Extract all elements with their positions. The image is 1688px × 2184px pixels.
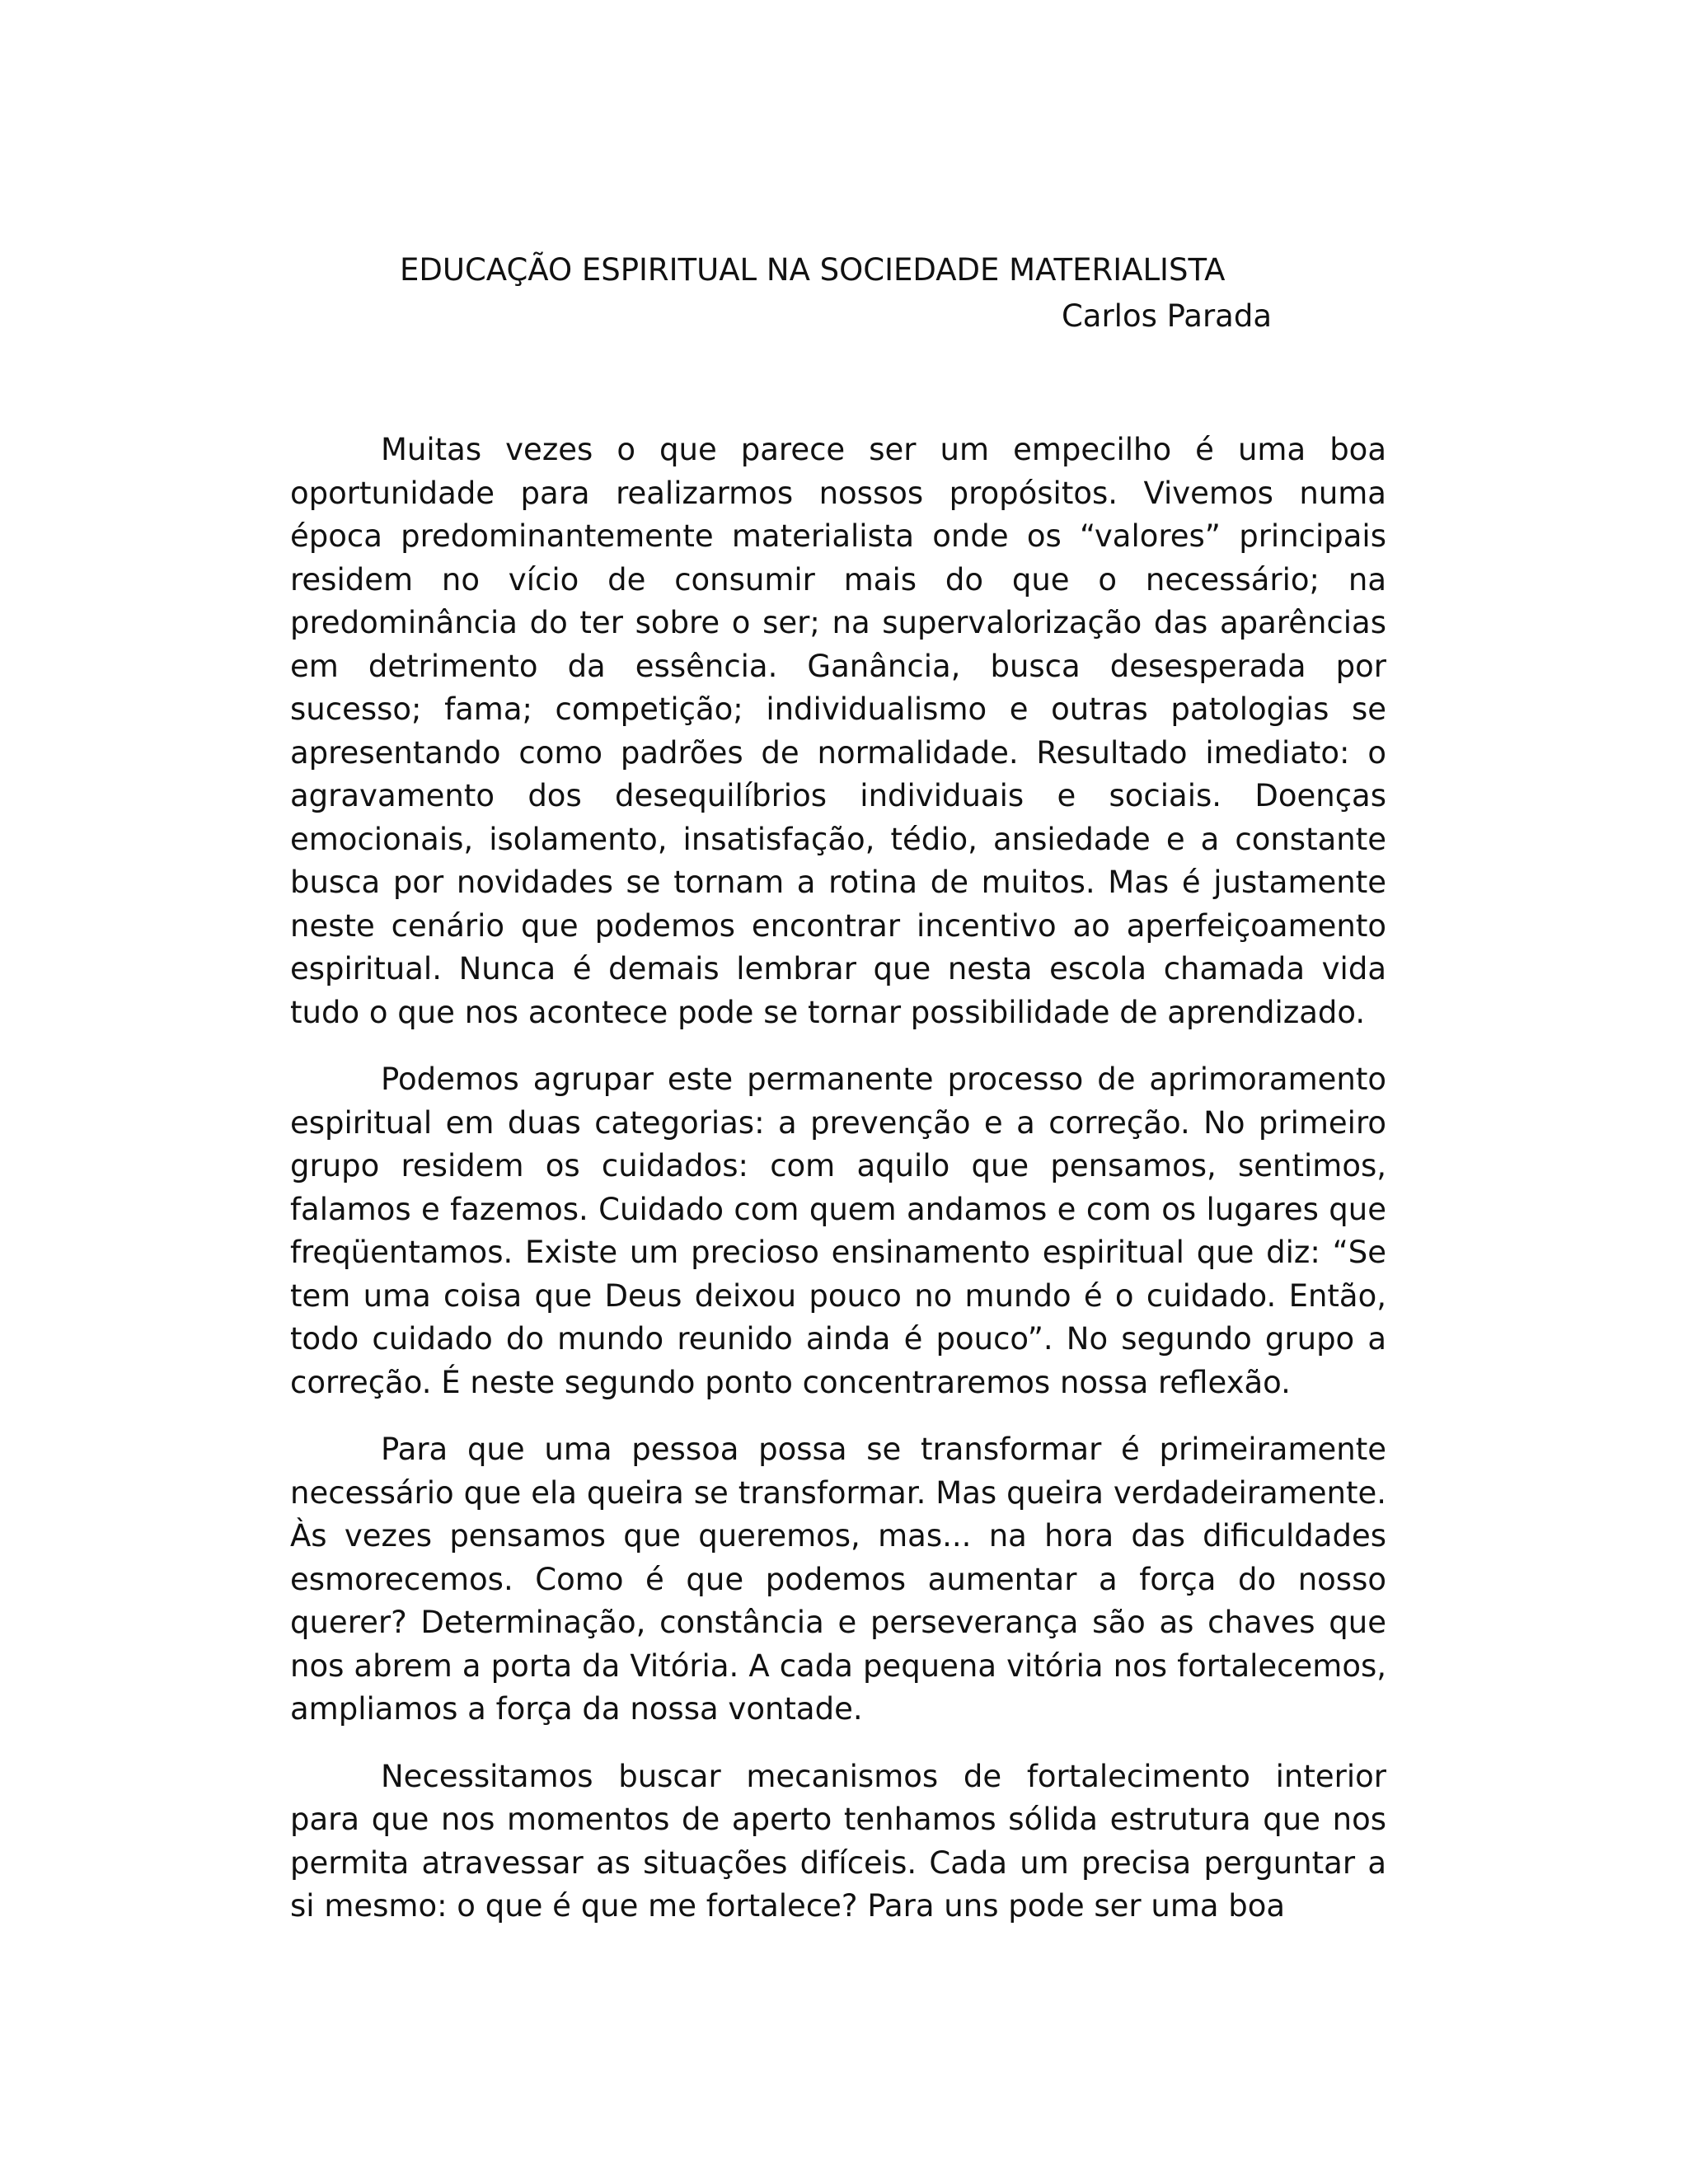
document-title: EDUCAÇÃO ESPIRITUAL NA SOCIEDADE MATERIALISTA (400, 252, 1226, 288)
document-author: Carlos Parada (1061, 298, 1272, 334)
body-paragraph: Necessitamos buscar mecanismos de fortalecimento interior para que nos momentos de aperto tenhamos sólida estrutura que nos permita atravessar as situações difíceis. Cada um precisa perguntar a si mesmo: o que é que me fortalece? Para uns pode ser uma boa (290, 1758, 1386, 1924)
document-body (290, 429, 1386, 1952)
body-paragraph: Muitas vezes o que parece ser um empecilho é uma boa oportunidade para realizarmos nossos propósitos. Vivemos numa época predominantemente materialista onde os “valores” principais residem no vício de consumir mais do que o necessário; na predominância do ter sobre o ser; na supervalorização das aparências em detrimento da essência. Ganância, busca desesperada por sucesso; fama; competição; individualismo e outras patologias se apresentando como padrões de normalidade. Resultado imediato: o agravamento dos desequilíbrios individuais e sociais. Doenças emocionais, isolamento, insatisfação, tédio, ansiedade e a constante busca por novidades se tornam a rotina de muitos. Mas é justamente neste cenário que podemos encontrar incentivo ao aperfeiçoamento espiritual. Nunca é demais lembrar que nesta escola chamada vida tudo o que nos acontece pode se tornar possibilidade de aprendizado. (290, 432, 1386, 1030)
body-paragraph: Podemos agrupar este permanente processo de aprimoramento espiritual em duas categorias: a prevenção e a correção. No primeiro grupo residem os cuidados: com aquilo que pensamos, sentimos, falamos e fazemos. Cuidado com quem andamos e com os lugares que freqüentamos. Existe um precioso ensinamento espiritual que diz: “Se tem uma coisa que Deus deixou pouco no mundo é o cuidado. Então, todo cuidado do mundo reunido ainda é pouco”. No segundo grupo a correção. É neste segundo ponto concentraremos nossa reflexão. (290, 1062, 1386, 1400)
body-paragraph: Para que uma pessoa possa se transformar é primeiramente necessário que ela queira se transformar. Mas queira verdadeiramente. Às vezes pensamos que queremos, mas... na hora das dificuldades esmorecemos. Como é que podemos aumentar a força do nosso querer? Determinação, constância e perseverança são as chaves que nos abrem a porta da Vitória. A cada pequena vitória nos fortalecemos, ampliamos a força da nossa vontade. (290, 1432, 1386, 1727)
